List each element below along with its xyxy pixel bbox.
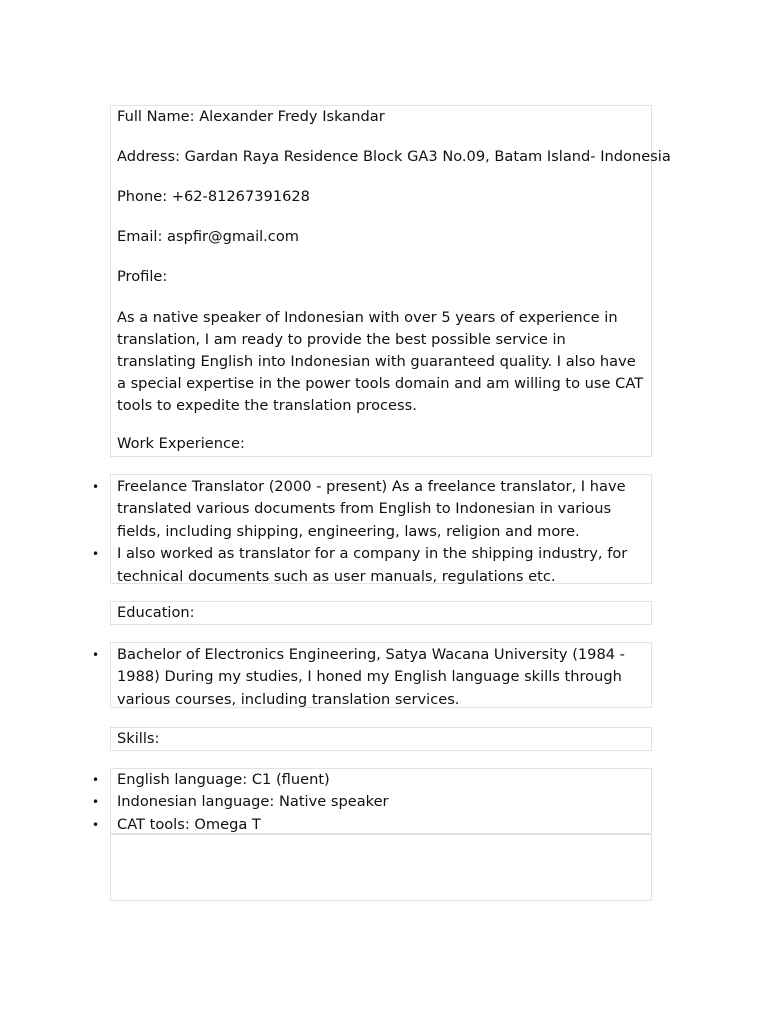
empty-box [110, 834, 652, 901]
education-list [90, 644, 649, 711]
list-item: • CAT tools: Omega T [90, 814, 649, 836]
email: Email: aspfir@gmail.com [117, 228, 299, 245]
skills-heading-box [110, 727, 652, 751]
skills-list [90, 769, 649, 836]
list-item: • I also worked as translator for a company in the shipping industry, for technical documents such as user manuals, regulations etc. [90, 543, 649, 588]
full-name: Full Name: Alexander Fredy Iskandar [117, 108, 385, 125]
education-heading: Education: [117, 604, 195, 621]
list-item: • English language: C1 (fluent) [90, 769, 649, 791]
profile-text: As a native speaker of Indonesian with over 5 years of experience in translation, I am ready to provide the best possible service in translating English into Indonesian with guaranteed quality. I also have a special expertise in the power tools domain and am willing to use CAT tools to expedite the translation process. [117, 309, 644, 414]
phone: Phone: +62-81267391628 [117, 188, 310, 205]
profile-heading: Profile: [117, 268, 168, 285]
skills-heading: Skills: [117, 730, 160, 747]
work-list [90, 476, 649, 588]
list-item: • Bachelor of Electronics Engineering, Satya Wacana University (1984 - 1988) During my studies, I honed my English language skills through various courses, including translation services. [90, 644, 649, 711]
address: Address: Gardan Raya Residence Block GA3 No.09, Batam Island- Indonesia [117, 148, 671, 165]
list-item: • Freelance Translator (2000 - present) As a freelance translator, I have translated various documents from English to Indonesian in various fields, including shipping, engineering, laws, religion and more. [90, 476, 649, 543]
list-item: • Indonesian language: Native speaker [90, 791, 649, 813]
work-experience-heading: Work Experience: [117, 435, 245, 452]
